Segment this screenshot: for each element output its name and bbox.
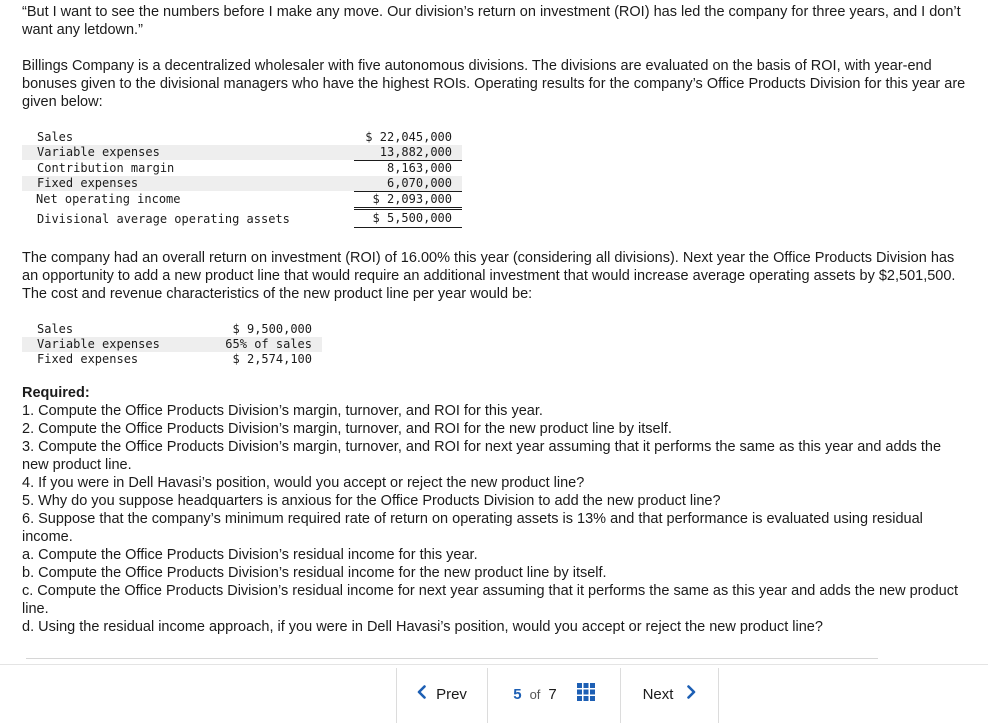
required-item-1: 1. Compute the Office Products Division’s margin, turnover, and ROI for this year. (22, 403, 543, 419)
op-label-variable-expenses: Variable expenses (37, 145, 160, 159)
np-label-sales: Sales (37, 322, 74, 336)
required-item-6a: a. Compute the Office Products Division’s residual income for this year. (22, 547, 478, 563)
content-divider (26, 658, 878, 659)
page-indicator[interactable] (488, 665, 620, 723)
required-item-6c: c. Compute the Office Products Division’s residual income for next year assuming that it performs the same as this year and adds the new product line. (22, 583, 958, 617)
prev-label: Prev (436, 685, 467, 703)
required-item-4: 4. If you were in Dell Havasi’s position, would you accept or reject the new product line? (22, 475, 585, 491)
intro-description: Billings Company is a decentralized wholesaler with five autonomous divisions. The divisions are evaluated on the basis of ROI, with year-end bonuses given to the divisional managers who have the highest ROIs. Operating results for the company’s Office Products Division for this year are given below: (22, 58, 966, 110)
prev-button[interactable] (397, 665, 487, 723)
next-label: Next (642, 685, 674, 703)
np-value-fixed-expenses: $ 2,574,100 (232, 352, 312, 366)
op-label-sales: Sales (37, 130, 74, 144)
op-label-net-operating-income: Net operating income (36, 192, 181, 206)
required-item-6d: d. Using the residual income approach, if you were in Dell Havasi’s position, would you accept or reject the new product line? (22, 619, 823, 635)
op-value-fixed-expenses: 6,070,000 (386, 176, 452, 190)
required-section (22, 384, 962, 636)
new-product-line-paragraph: The company had an overall return on investment (ROI) of 16.00% this year (considering all divisions). Next year the Office Products Division has an opportunity to add a new product line that would require an additional investment that would increase average operating assets by $2,501,500. The cost and revenue characteristics of the new product line per year would be: (22, 250, 956, 302)
chevron-left-icon (417, 684, 426, 704)
required-item-5: 5. Why do you suppose headquarters is anxious for the Office Products Division to add the new product line? (22, 493, 721, 509)
op-value-operating-assets: $ 5,500,000 (372, 211, 452, 225)
op-value-net-operating-income: $ 2,093,000 (372, 192, 452, 206)
required-item-6b: b. Compute the Office Products Division’s residual income for the new product line by itself. (22, 565, 607, 581)
of-label: of (529, 686, 541, 702)
grid-icon[interactable] (577, 683, 595, 705)
required-item-2: 2. Compute the Office Products Division’s margin, turnover, and ROI for the new product line by itself. (22, 421, 672, 437)
next-button[interactable] (621, 665, 718, 723)
total-pages: 7 (548, 685, 557, 703)
op-label-fixed-expenses: Fixed expenses (37, 176, 139, 190)
op-label-contribution-margin: Contribution margin (37, 161, 175, 175)
chevron-right-icon (687, 684, 696, 704)
np-value-variable-expenses: 65% of sales (225, 337, 312, 351)
required-item-6: 6. Suppose that the company’s minimum required rate of return on operating assets is 13% and that performance is evaluated using residual income. (22, 511, 923, 545)
np-value-sales: $ 9,500,000 (232, 322, 312, 336)
current-page: 5 (513, 685, 522, 703)
op-value-sales: $ 22,045,000 (365, 130, 452, 144)
required-heading: Required: (22, 385, 90, 401)
op-value-variable-expenses: 13,882,000 (379, 145, 452, 159)
intro-quote: “But I want to see the numbers before I make any move. Our division’s return on investment (ROI) has led the company for three years, and I don’t want any letdown.” (22, 4, 961, 38)
required-item-3: 3. Compute the Office Products Division’s margin, turnover, and ROI for next year assuming that it performs the same as this year and adds the new product line. (22, 439, 942, 473)
np-label-fixed-expenses: Fixed expenses (37, 352, 139, 366)
op-value-contribution-margin: 8,163,000 (386, 161, 452, 175)
op-label-operating-assets: Divisional average operating assets (37, 212, 290, 226)
np-label-variable-expenses: Variable expenses (37, 337, 160, 351)
